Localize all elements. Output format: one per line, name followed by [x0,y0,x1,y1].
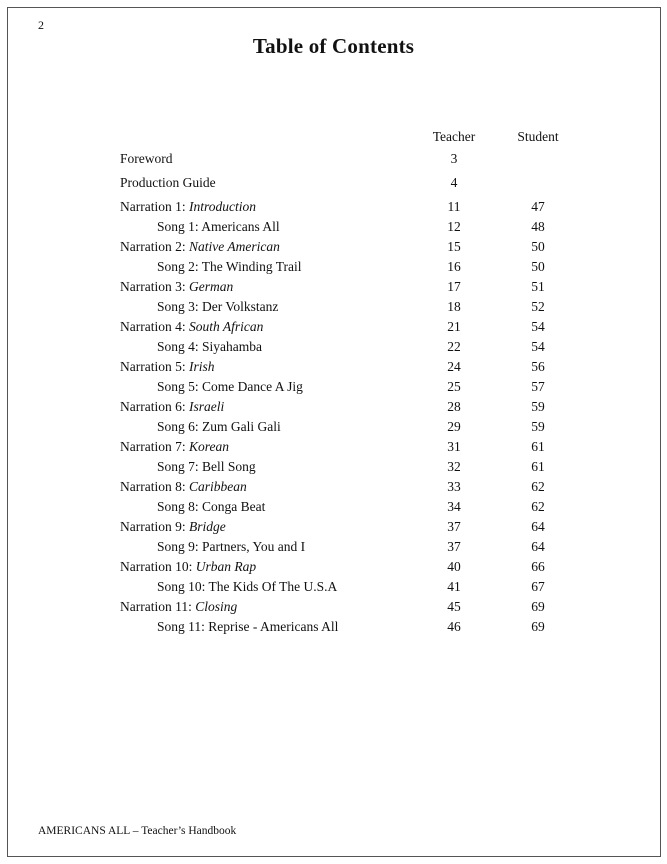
toc-row-song [120,217,577,237]
toc-entry-label: Narration 9: Bridge [120,519,226,534]
student-page-value: 61 [531,439,545,454]
toc-entry-subtitle: Bridge [188,519,226,534]
toc-row-song [120,617,577,637]
toc-row-song [120,377,577,397]
toc-entry-subtitle: Introduction [188,199,256,214]
toc-entry-subtitle: Native American [188,239,280,254]
toc-entry-label: Narration 1: Introduction [120,199,256,214]
toc-row-section [120,557,577,577]
page-title: Table of Contents [252,34,415,58]
toc-rows-container [120,149,577,637]
toc-entry-label: Narration 2: Native American [120,239,280,254]
toc-entry-subtitle: German [188,279,234,294]
toc-entry-subtitle: Irish [188,359,215,374]
student-page-value: 59 [531,419,545,434]
teacher-page-value: 33 [447,479,461,494]
toc-entry-subtitle: Caribbean [188,479,247,494]
teacher-page-value: 24 [447,359,461,374]
toc-row-song [120,497,577,517]
student-page-value: 47 [531,199,545,214]
teacher-page-value: 45 [447,599,461,614]
toc-row-song [120,417,577,437]
toc-entry-label: Narration 3: German [120,279,234,294]
teacher-page-value: 4 [450,175,458,190]
toc-entry-label: Song 4: Siyahamba [157,339,262,354]
toc-row-song [120,537,577,557]
teacher-page-value: 31 [447,439,461,454]
toc-entry-label: Song 2: The Winding Trail [157,259,302,274]
toc-row-section [120,397,577,417]
toc-entry-label: Song 10: The Kids Of The U.S.A [157,579,338,594]
teacher-page-value: 17 [447,279,461,294]
toc-entry-label: Foreword [120,151,173,166]
student-page-value: 69 [531,599,545,614]
teacher-page-value: 37 [447,539,461,554]
teacher-page-value: 11 [447,199,461,214]
teacher-column-header: Teacher [432,129,476,144]
footer-text: AMERICANS ALL – Teacher’s Handbook [38,825,237,837]
toc-row-song [120,577,577,597]
teacher-page-value: 29 [447,419,461,434]
teacher-page-value: 22 [447,339,461,354]
teacher-page-value: 16 [447,259,461,274]
student-page-value: 54 [531,339,545,354]
toc-entry-label: Production Guide [120,175,216,190]
student-page-value: 59 [531,399,545,414]
toc-entry-label: Song 7: Bell Song [157,459,256,474]
teacher-page-value: 21 [447,319,461,334]
toc-row-section [120,477,577,497]
toc-row-section [120,317,577,337]
student-page-value: 66 [531,559,545,574]
toc-entry-label: Song 1: Americans All [157,219,280,234]
toc-entry-label: Narration 10: Urban Rap [120,559,257,574]
student-page-value: 69 [531,619,545,634]
toc-entry-subtitle: Israeli [188,399,225,414]
student-page-value: 61 [531,459,545,474]
teacher-page-value: 40 [447,559,461,574]
teacher-page-value: 28 [447,399,461,414]
student-page-value: 50 [531,239,545,254]
toc-row-section [120,437,577,457]
page-number: 2 [38,18,44,32]
teacher-page-value: 34 [447,499,461,514]
toc-row-section [120,277,577,297]
student-page-value: 48 [531,219,545,234]
toc-entry-label: Narration 5: Irish [120,359,215,374]
toc-row-section [120,149,577,169]
toc-entry-label: Song 8: Conga Beat [157,499,266,514]
student-page-value: 62 [531,499,545,514]
toc-row-section [120,173,577,193]
toc-entry-label: Song 3: Der Volkstanz [157,299,279,314]
teacher-page-value: 25 [447,379,461,394]
teacher-page-value: 12 [447,219,461,234]
teacher-page-value: 3 [450,151,458,166]
toc-row-song [120,297,577,317]
toc-entry-label: Narration 4: South African [120,319,264,334]
teacher-page-value: 41 [447,579,461,594]
toc-entry-subtitle: Closing [195,599,238,614]
student-page-value: 56 [531,359,545,374]
student-column-header: Student [517,129,559,144]
student-page-value: 52 [531,299,545,314]
toc-row-section [120,357,577,377]
student-page-value: 67 [531,579,545,594]
student-page-value: 50 [531,259,545,274]
student-page-value: 57 [531,379,545,394]
teacher-page-value: 37 [447,519,461,534]
toc-row-song [120,257,577,277]
student-page-value: 51 [531,279,545,294]
toc-entry-label: Song 5: Come Dance A Jig [157,379,303,394]
student-page-value: 62 [531,479,545,494]
toc-header-row [120,127,577,147]
toc-row-song [120,337,577,357]
toc-row-section [120,237,577,257]
student-page-value: 54 [531,319,545,334]
teacher-page-value: 32 [447,459,461,474]
toc-row-song [120,457,577,477]
toc-entry-label: Narration 6: Israeli [120,399,225,414]
toc-entry-subtitle: Urban Rap [195,559,257,574]
toc-entry-label: Narration 8: Caribbean [120,479,247,494]
table-of-contents [120,127,577,637]
student-page-value: 64 [531,519,545,534]
toc-entry-label: Narration 7: Korean [120,439,229,454]
toc-entry-label: Song 11: Reprise - Americans All [157,619,339,634]
teacher-page-value: 18 [447,299,461,314]
toc-row-section [120,197,577,217]
toc-entry-label: Song 6: Zum Gali Gali [157,419,281,434]
toc-row-section [120,597,577,617]
toc-row-section [120,517,577,537]
teacher-page-value: 46 [447,619,461,634]
toc-entry-subtitle: South African [188,319,264,334]
student-page-value: 64 [531,539,545,554]
toc-entry-label: Song 9: Partners, You and I [157,539,306,554]
toc-entry-label: Narration 11: Closing [120,599,238,614]
toc-entry-subtitle: Korean [188,439,229,454]
teacher-page-value: 15 [447,239,461,254]
